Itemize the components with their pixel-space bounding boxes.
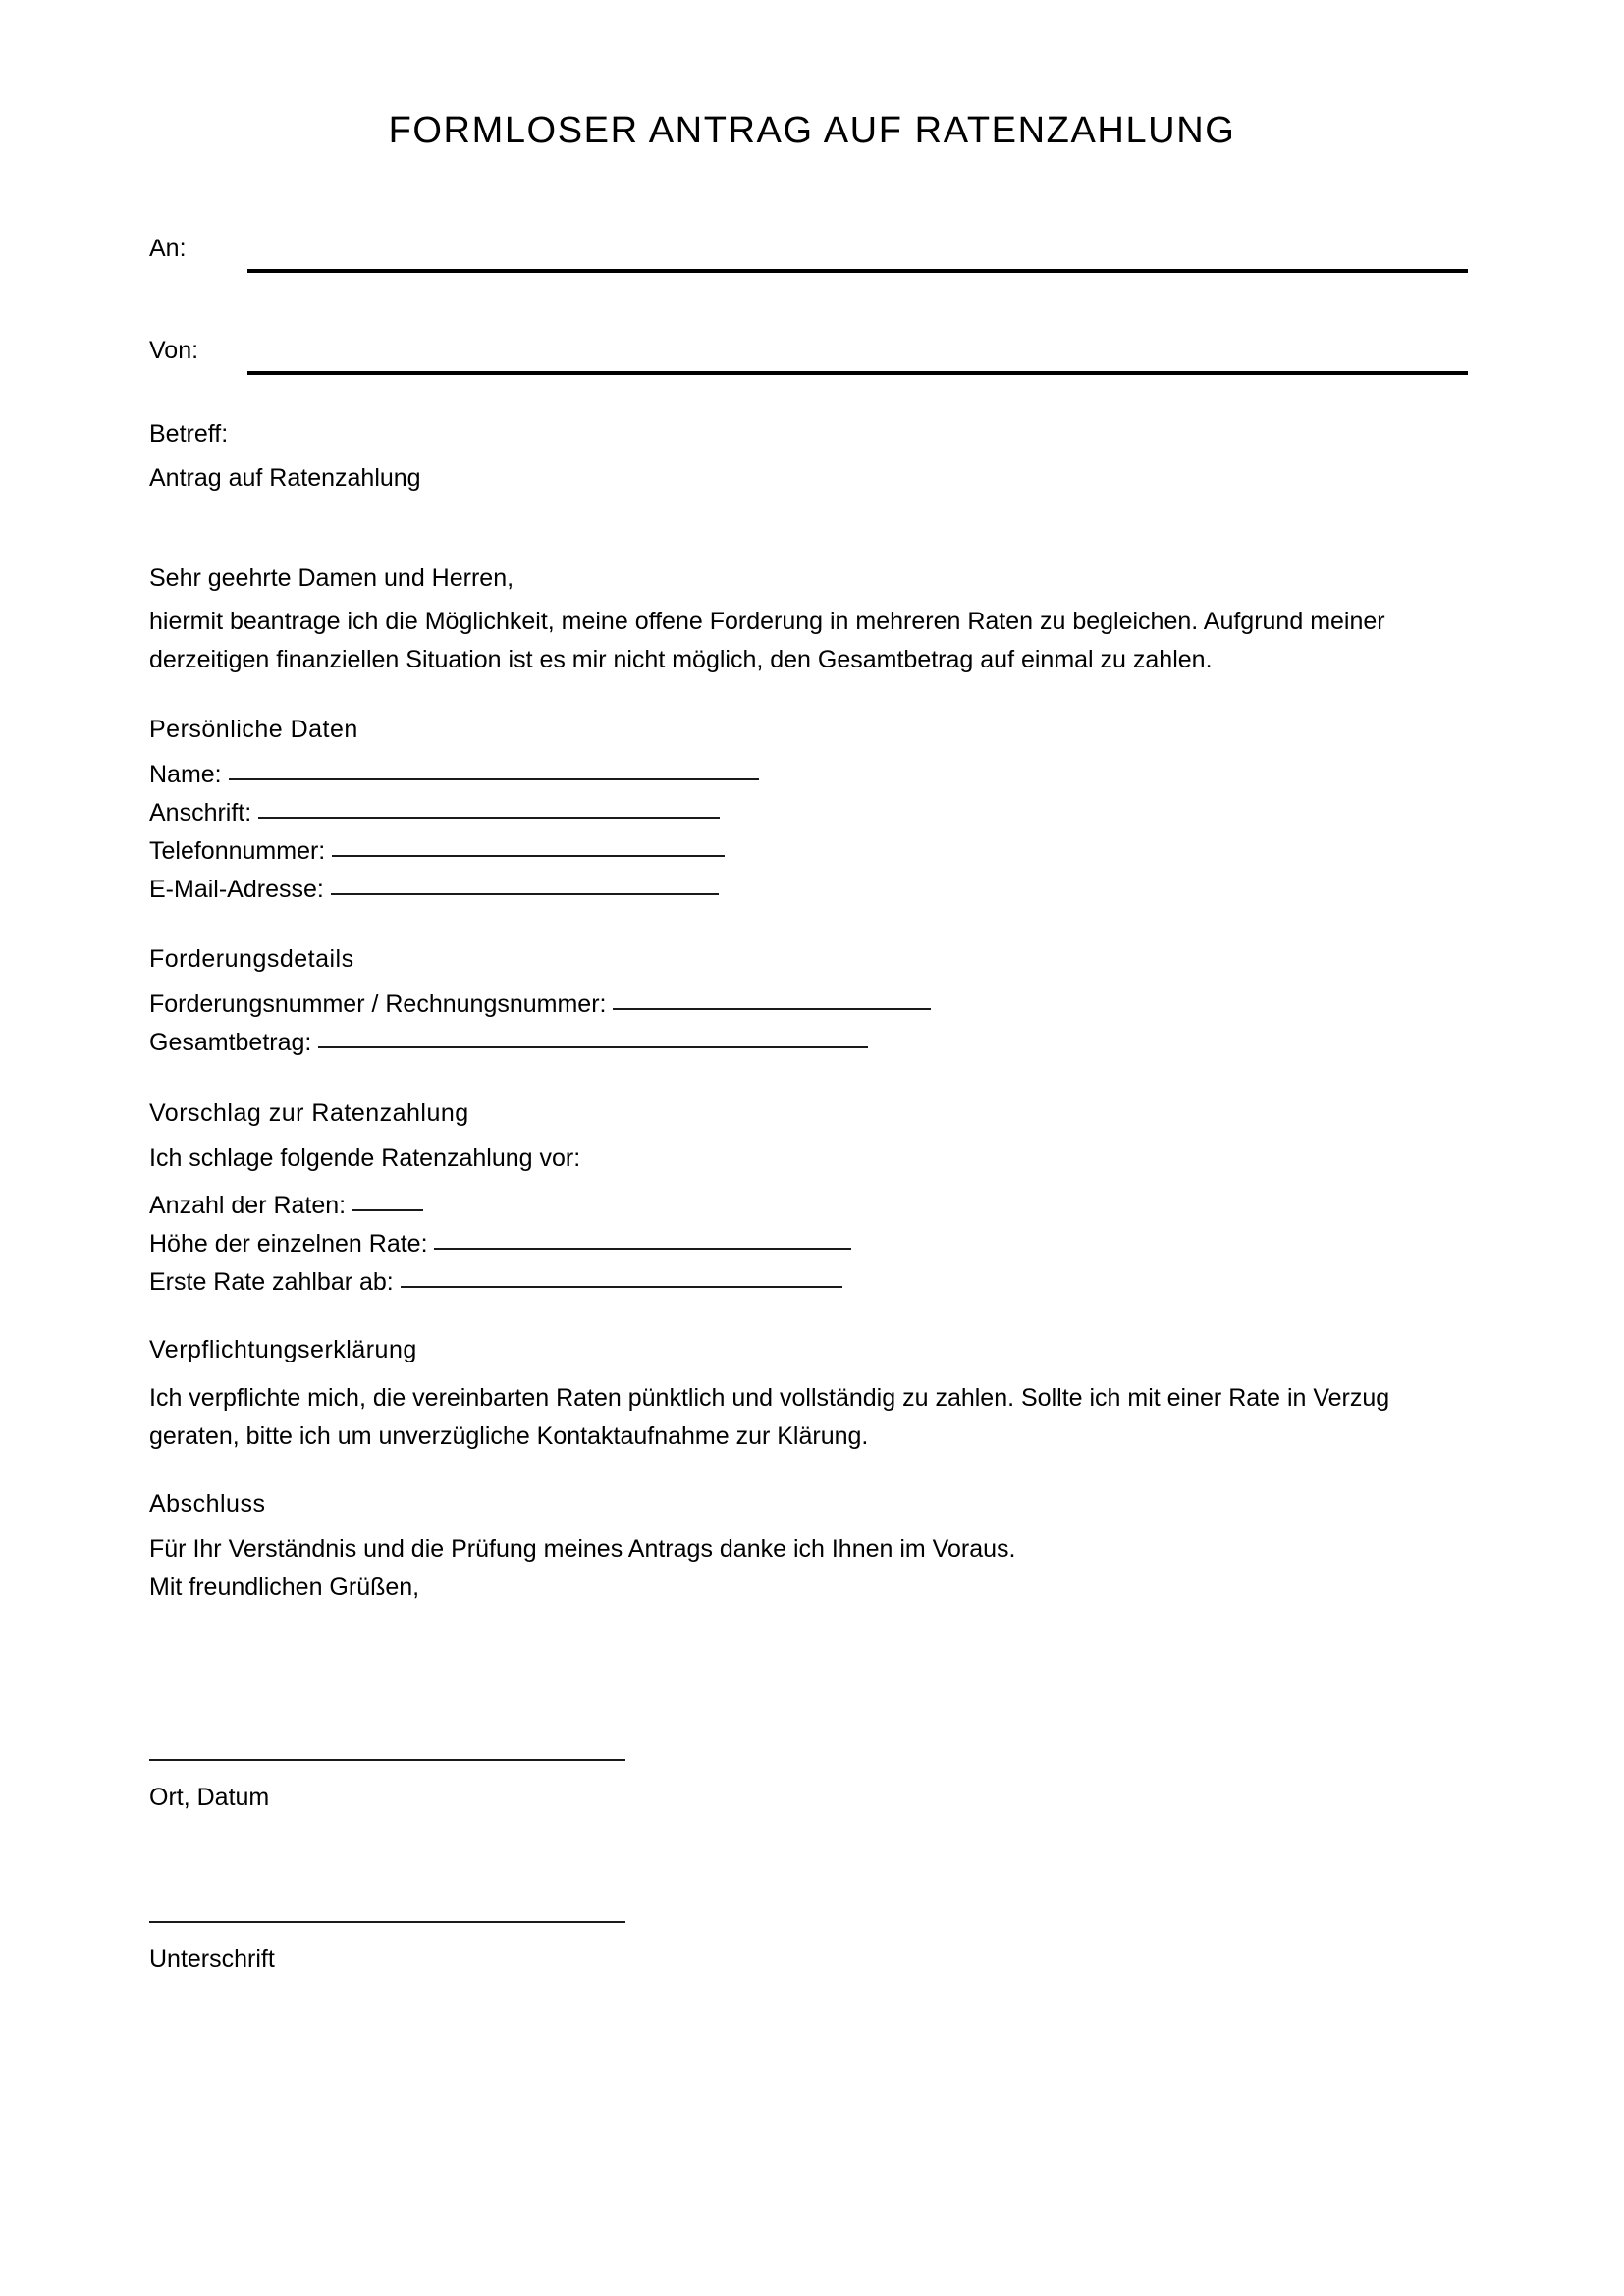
place-date-label: Ort, Datum <box>149 1784 270 1811</box>
section-heading-proposal: Vorschlag zur Ratenzahlung <box>149 1099 469 1127</box>
field-rule-installment-count[interactable] <box>352 1191 423 1211</box>
field-row[interactable] <box>149 988 931 1021</box>
section-heading-commitment: Verpflichtungserklärung <box>149 1336 417 1363</box>
recipient-label: An: <box>149 235 187 262</box>
field-row[interactable] <box>149 834 725 868</box>
field-row[interactable] <box>149 873 719 906</box>
field-label-installment-count: Anzahl der Raten: <box>149 1192 347 1219</box>
subject-label: Betreff: <box>149 420 229 448</box>
signature-label: Unterschrift <box>149 1946 275 1973</box>
field-rule-address[interactable] <box>258 798 720 819</box>
closing-line-2: Mit freundlichen Grüßen, <box>149 1574 420 1601</box>
field-row[interactable] <box>149 1189 423 1222</box>
field-rule-first-installment-date[interactable] <box>401 1267 842 1288</box>
field-rule-total-amount[interactable] <box>318 1028 868 1048</box>
field-rule-claim-number[interactable] <box>613 989 931 1010</box>
field-row[interactable] <box>149 796 720 829</box>
signature-rule[interactable] <box>149 1921 625 1923</box>
section-heading-closing: Abschluss <box>149 1490 266 1518</box>
field-label-first-installment-date: Erste Rate zahlbar ab: <box>149 1268 394 1296</box>
field-label-email: E-Mail-Adresse: <box>149 876 324 903</box>
field-label-phone: Telefonnummer: <box>149 837 326 865</box>
field-label-name: Name: <box>149 761 222 788</box>
place-date-rule[interactable] <box>149 1759 625 1761</box>
intro-paragraph: hiermit beantrage ich die Möglichkeit, meine offene Forderung in mehreren Raten zu begleichen. Aufgrund meiner derzeitigen finanziellen Situation ist es mir nicht möglich, den Gesamtbetrag auf einmal zu zahlen. <box>149 608 1385 673</box>
field-rule-phone[interactable] <box>332 836 725 857</box>
page-title: FORMLOSER ANTRAG AUF RATENZAHLUNG <box>388 110 1236 151</box>
section-heading-personal: Persönliche Daten <box>149 716 358 743</box>
sender-label: Von: <box>149 337 199 364</box>
sender-row <box>149 336 1475 381</box>
sender-rule[interactable] <box>247 371 1468 375</box>
field-row[interactable] <box>149 1026 868 1059</box>
field-label-installment-amount: Höhe der einzelnen Rate: <box>149 1230 428 1257</box>
section-heading-claim: Forderungsdetails <box>149 945 354 973</box>
salutation: Sehr geehrte Damen und Herren, <box>149 564 514 592</box>
field-rule-installment-amount[interactable] <box>434 1229 851 1250</box>
closing-line-1: Für Ihr Verständnis und die Prüfung meines Antrags danke ich Ihnen im Voraus. <box>149 1535 1016 1563</box>
field-label-claim-number: Forderungsnummer / Rechnungsnummer: <box>149 990 607 1018</box>
commitment-paragraph: Ich verpflichte mich, die vereinbarten Raten pünktlich und vollständig zu zahlen. Sollte ich mit einer Rate in Verzug geraten, bitte ich um unverzügliche Kontaktaufnahme zur Klärung. <box>149 1384 1390 1450</box>
field-row[interactable] <box>149 1227 851 1260</box>
field-label-total-amount: Gesamtbetrag: <box>149 1029 312 1056</box>
recipient-row <box>149 234 1475 279</box>
recipient-rule[interactable] <box>247 269 1468 273</box>
proposal-intro: Ich schlage folgende Ratenzahlung vor: <box>149 1145 581 1172</box>
field-rule-name[interactable] <box>229 760 759 780</box>
field-rule-email[interactable] <box>331 875 719 895</box>
field-label-address: Anschrift: <box>149 799 252 827</box>
subject-value: Antrag auf Ratenzahlung <box>149 464 421 492</box>
field-row[interactable] <box>149 758 759 791</box>
field-row[interactable] <box>149 1265 842 1299</box>
